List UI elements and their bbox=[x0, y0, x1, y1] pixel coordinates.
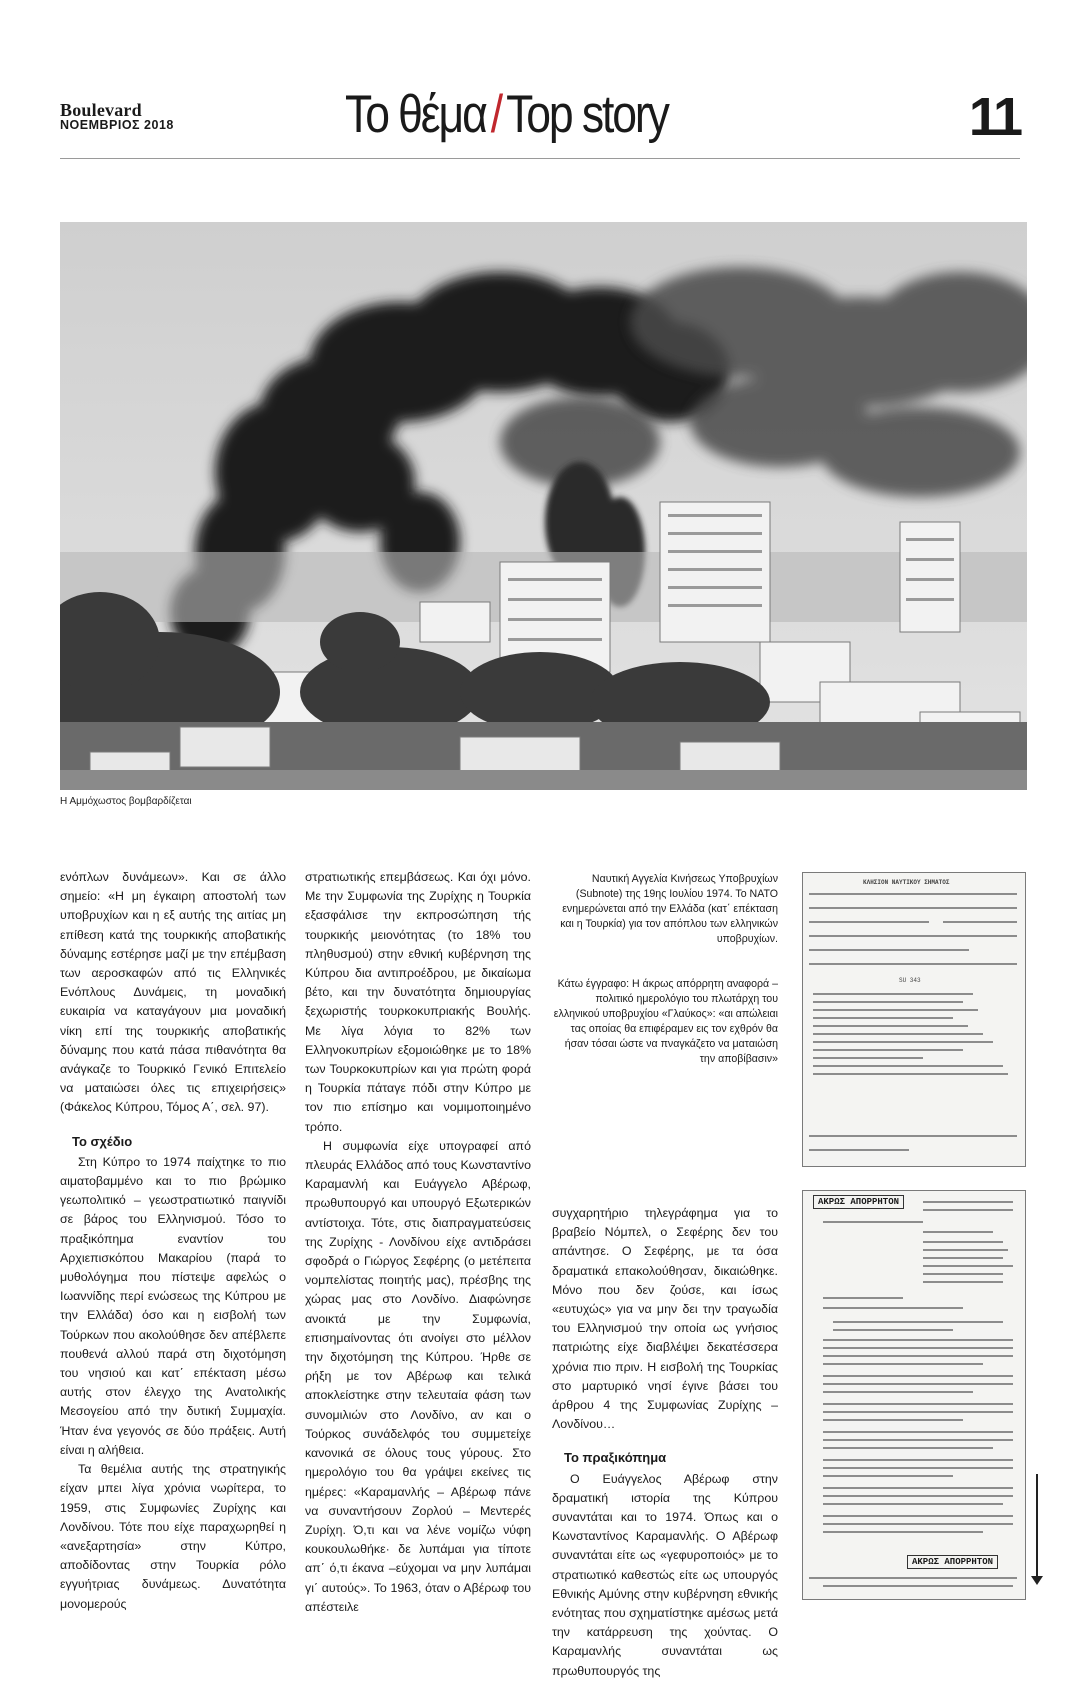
page-number: 11 bbox=[968, 87, 1020, 147]
subheading-coup: Το πραξικόπημα bbox=[564, 1450, 667, 1466]
article-column-2 bbox=[305, 868, 531, 1617]
section-title-greek: Το θέμα bbox=[345, 85, 486, 144]
continue-arrow-head-icon bbox=[1031, 1576, 1043, 1585]
article-column-1 bbox=[60, 868, 286, 1614]
document-header: ΚΛΗΣΙΟΝ ΝΑΥΤΙΚΟΥ ΣΗΜΑΤΟΣ bbox=[863, 879, 950, 886]
paragraph: Ο Ευάγγελος Αβέρωφ στην δραματική ιστορία της Κύπρου συναντάται και το 1974. Όπως και ο Κωνσταντίνος Καραμανλής. Ο Αβέρωφ συναντάται είτε ως «γεφυροποιός» με το στρατιωτικό καθεστώς είτε ως υπουργός Εθνικής Αμύνης στην κυβέρνηση εθνικής ενότητας που σχηματίστηκε αμέσως μετά την κατάρρευση της χούντας. Ο Καραμανλής συναντάται ως πρωθυπουργός της bbox=[552, 1471, 778, 1678]
section-title-english: Top story bbox=[506, 85, 668, 144]
scanned-secret-report-document bbox=[802, 1190, 1026, 1600]
paragraph: Τα θεμέλια αυτής της στρατηγικής είχαν μπει λίγα χρόνια νωρίτερα, το 1959, στις Συμφωνίες Ζυρίχης και Λονδίνου. Τότε που είχε παραχωρηθεί η «ανεξαρτησία» στην Κύπρο, αποδίδοντας στην Τουρκία ρόλο εγγυήτριας δυνάμεως. Δυνατότητα μονομερούς bbox=[60, 1462, 286, 1611]
paragraph: Η συμφωνία είχε υπογραφεί από πλευράς Ελλάδος από τους Κωνσταντίνο Καραμανλή και Ευάγγελο Αβέρωφ, πρωθυπουργό και υπουργό Εξωτερικών αντίστοιχα. Τότε, στις διαπραγματεύσεις της Ζυρίχης - Λονδίνου είχε αντιδράσει σφοδρά ο Γιώργος Σεφέρης (ο μετέπειτα νομπελίστας ποιητής μας), πρέσβης της χώρας μας στο Λονδίνο. Διαφώνησε ανοικτά με την Συμφωνία, επισημαίνοντας ότι ανοίγει στο μέλλον την διχοτόμηση της Κύπρου. Ήρθε σε ρήξη με τον Αβέρωφ και τελικά αποκλείστηκε στην τελευταία φάση των συνομιλιών στο Λονδίνο, αν και ο Τούρκος συνάδελφός του συμμετείχε κανονικά σε όλους τους γύρους. Στο ημερολόγιο του θα γράψει εκείνες τις ημέρες: «Καραμανλής – Αβέρωφ πάνε να συναντήσουν Ζορλού – Μεντερές Ζυρίχη. Ό,τι και να λένε νομίζω νύφη κουκουλωθήκε· δε λυπάμαι για τίποτε απ΄ ό,τι έκανα –εύχομαι να μην λυπάμαι γι΄ αυτούς». Το 1963, όταν ο Αβέρωφ του απέστειλε bbox=[305, 1138, 531, 1614]
paragraph: Στη Κύπρο το 1974 παίχτηκε το πιο αιματοβαμμένο και το πιο βρώμικο γεωπολιτικό – γεωστρατιωτικό παιγνίδι σε βάρος του Ελληνισμού. Τόσο το πραξικόπημα εναντίον του Αρχιεπισκόπου Μακαρίου (παρά το μυθολόγημα που πίστεψε αφελώς ο Ιωαννίδης περί ενώσεως της Κύπρου με την Ελλάδα) όσο και η εισβολή των Τούρκων που ακολούθησε δεν απέβλεπε πουθενά αλλού παρά στη διχοτόμηση του νησιού και κατ΄ επέκταση μέσω αυτής στον έλεγχο της Ανατολικής Μεσογείου από την δυτική Συμμαχία. Ήταν ένα γεγονός σε δύο πράξεις. Αυτή είναι η αλήθεια. bbox=[60, 1154, 286, 1457]
continue-arrow-icon bbox=[1036, 1474, 1038, 1578]
secret-stamp-bottom: ΑΚΡΩΣ ΑΠΟΡΡΗΤΟΝ bbox=[907, 1555, 998, 1569]
paragraph: στρατιωτικής επεμβάσεως. Και όχι μόνο. Με την Συμφωνία της Ζυρίχης η Τουρκία εξασφάλισε την εκπροσώπηση τής τουρκικής μειονότητας (το 18% του πληθυσμού) στην εθνική κυβέρνηση της Κύπρου δια αντιπροέδρου, με δικαίωμα βέτο, και την δυνατότητα δημιουργίας ξεχωριστής τουρκοκυπριακής Βουλής. Με λίγα λόγια το 82% των Ελληνοκυπρίων εξομοιώθηκε με το 18% των Τουρκοκυπρίων και για πρώτη φορά η Τουρκία πάταγε πόδι στην Κύπρο με τον πιο επίσημο και νομιμοποιημένο τρόπο. bbox=[305, 870, 531, 1134]
document-caption-2: Κάτω έγγραφο: Η άκρως απόρρητη αναφορά – πολιτικό ημερολόγιο του πλωτάρχη του ελληνικού υποβρυχίου «Γλαύκος»: «αι απώλειαι τας οποίας θα επιφέραμεν εις τον εχθρόν θα ήσαν τόσαι ώστε να πναγκάζετο να ματαιώση την αποβίβασιν» bbox=[553, 978, 778, 1065]
scanned-naval-signal-document bbox=[802, 872, 1026, 1167]
photo-caption: Η Αμμόχωστος βομβαρδίζεται bbox=[60, 796, 192, 807]
secret-stamp: ΑΚΡΩΣ ΑΠΟΡΡΗΤΟΝ bbox=[813, 1195, 904, 1209]
document-code: SU 343 bbox=[899, 977, 921, 984]
paragraph: συγχαρητήριο τηλεγράφημα για το βραβείο Νόμπελ, ο Σεφέρης δεν του απάντησε. Ο Σεφέρης, με τα όσα δραματικά επακολούθησαν, δικαιώθηκε. Μόνο που δεν ζούσε, και ίσως «ευτυχώς» για να μην δει την τραγωδία του Ελληνισμού την οποία ως γνήσιος πατριώτης είχε διαβλέψει δεκατέσσερα χρόνια πιο πριν. Η εισβολή της Τουρκίας στο μαρτυρικό νησί έγινε βάσει του άρθρου 4 της Συμφωνίας Ζυρίχης – Λονδίνου… bbox=[552, 1206, 778, 1432]
document-caption-1: Ναυτική Αγγελία Κινήσεως Υποβρυχίων (Subnote) της 19ης Ιουλίου 1974. Το ΝΑΤΟ ενημερώνεται από την Ελλάδα (κατ΄ επέκταση και η Τουρκία) για τον απόπλου των ελληνικών υποβρυχίων. bbox=[560, 873, 778, 945]
main-photo bbox=[60, 222, 1027, 790]
issue-date: ΝΟΕΜΒΡΙΟΣ 2018 bbox=[60, 118, 174, 132]
article-column-3 bbox=[552, 1204, 778, 1681]
brand-name: Boulevard bbox=[60, 100, 142, 120]
paragraph: ενόπλων δυνάμεων». Και σε άλλο σημείο: «Η μη έγκαιρη αποστολή των υποβρυχίων και η εξ αυτής της αιτίας μη επίθεση κατά της τουρκικής αποβατικής δύναμης εστέρησε μαζί με την επέμβαση των αεροσκαφών από τις Ελληνικές Ενόπλους Δυνάμεις, τη μοναδική ευκαιρία να καταγάγουν μια μοναδική νίκη επί της τουρκικής αποβατικής δύναμης που κατά πάσα πιθανότητα θα ανάγκαζε το Τουρκικό Γενικό Επιτελείο να ματαιώσει όλες τις επιχειρήσεις» (Φάκελος Κύπρου, Τόμος Α΄, σελ. 97). bbox=[60, 870, 286, 1115]
masthead bbox=[60, 85, 1020, 159]
section-title-slash: / bbox=[490, 85, 502, 144]
section-title bbox=[345, 84, 668, 145]
subheading-plan: Το σχέδιο bbox=[72, 1133, 133, 1149]
